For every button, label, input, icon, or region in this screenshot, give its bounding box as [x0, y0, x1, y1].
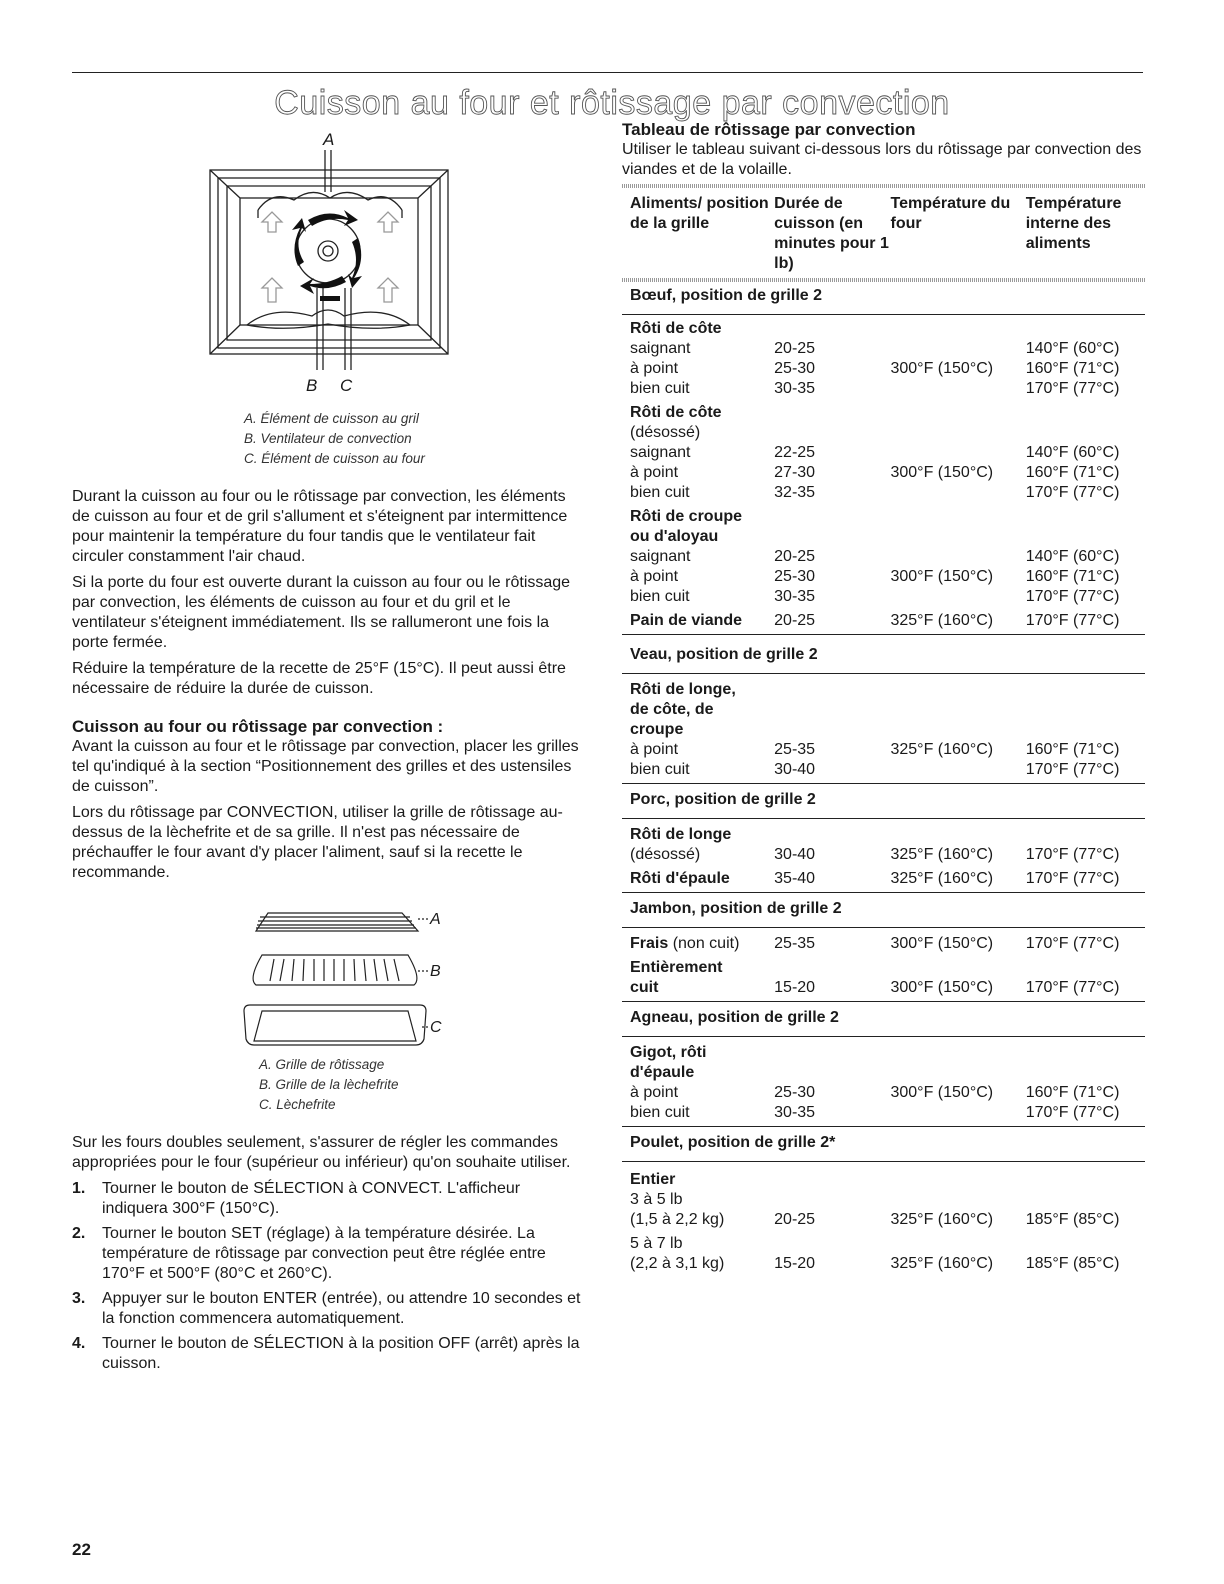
table-group: [622, 674, 1145, 780]
table-line: [630, 403, 1145, 423]
table-row: [630, 587, 1145, 607]
table-cell: 27-30: [774, 464, 816, 481]
table-cell: 325°F (160°C): [890, 741, 994, 758]
table-cell: [890, 339, 1025, 359]
right-column: [622, 120, 1145, 1274]
table-cell: 160°F (71°C): [1025, 741, 1120, 758]
table-cell: 185°F (85°C): [1025, 1255, 1120, 1272]
table-row: [630, 483, 1145, 503]
table-line: [630, 423, 1145, 443]
caption-broiler-grid: B. Grille de la lèchefrite: [259, 1077, 399, 1092]
section-chicken: Poulet, position de grille 2*: [622, 1127, 1145, 1162]
oven-label-a: A: [323, 130, 335, 149]
table-group: [622, 315, 1145, 631]
table-cell: [890, 443, 1025, 463]
table-row: [630, 379, 1145, 399]
table-cell: 160°F (71°C): [1025, 1084, 1120, 1101]
table-cell: 25-30: [774, 568, 816, 585]
table-line: [630, 720, 1145, 740]
table-cell: 325°F (160°C): [890, 1255, 994, 1272]
section-paragraph-1: Avant la cuisson au four et le rôtissage par convection, placer les grilles tel qu'indiqué à la section “Positionnement des grilles et des ustensiles de cuisson”.: [72, 738, 579, 795]
table-cell: 140°F (60°C): [1025, 340, 1120, 357]
roasting-table: [622, 184, 1145, 1274]
table-cell: [890, 1103, 1025, 1123]
table-cell: 170°F (77°C): [1025, 979, 1120, 996]
caption-convection-fan: B. Ventilateur de convection: [244, 431, 412, 446]
table-row: [630, 1210, 1145, 1230]
table-cell: 3.: [72, 1290, 86, 1307]
table-cell: 30-35: [774, 380, 816, 397]
table-row: [630, 740, 1145, 760]
table-cell: bien cuit: [630, 484, 690, 501]
table-cell: 2.: [72, 1225, 86, 1242]
table-cell: (2,2 à 3,1 kg): [630, 1255, 725, 1272]
table-cell: 170°F (77°C): [1025, 484, 1120, 501]
table-cell: 25-35: [774, 741, 816, 758]
table-line: [630, 958, 1145, 978]
table-cell: Rôti d'épaule: [630, 870, 730, 887]
table-cell: 32-35: [774, 484, 816, 501]
caption-broiler-pan: C. Lèchefrite: [259, 1097, 336, 1112]
table-heading: Tableau de rôtissage par convection: [622, 120, 916, 139]
table-line: [630, 1063, 1145, 1083]
table-line: [630, 319, 1145, 339]
table-cell: Rôti de longe: [630, 826, 732, 843]
table-cell: 30-35: [774, 588, 816, 605]
table-cell: à point: [630, 464, 679, 481]
intro-paragraph-2: Si la porte du four est ouverte durant la cuisson au four ou le rôtissage par convection, les éléments de cuisson au four et du gril et le ventilateur s'éteignent immédiatement. Ils se rallumeront une fois la porte fermée.: [72, 574, 571, 651]
table-cell: 170°F (77°C): [1025, 612, 1120, 629]
intro-paragraph-3: Réduire la température de la recette de 25°F (15°C). Il peut aussi être nécessaire de réduire la durée de cuisson.: [72, 660, 566, 697]
table-cell: 20-25: [774, 340, 816, 357]
table-cell: (non cuit): [668, 935, 740, 952]
section-pork: Porc, position de grille 2: [622, 784, 1145, 819]
table-cell: bien cuit: [630, 1104, 690, 1121]
section-lamb: Agneau, position de grille 2: [622, 1002, 1145, 1037]
table-cell: 15-20: [774, 979, 816, 996]
table-cell: 30-35: [774, 1104, 816, 1121]
page-title: Cuisson au four et rôtissage par convection: [274, 84, 950, 122]
table-cell: d'épaule: [630, 1064, 695, 1081]
table-cell: bien cuit: [630, 380, 690, 397]
table-cell: [890, 483, 1025, 503]
table-cell: 170°F (77°C): [1025, 1104, 1120, 1121]
roasting-pan-diagram: [72, 893, 587, 1053]
table-cell: 160°F (71°C): [1025, 464, 1120, 481]
table-cell: saignant: [630, 340, 691, 357]
table-cell: 35-40: [774, 870, 816, 887]
table-line: [630, 825, 1145, 845]
table-cell: 4.: [72, 1335, 86, 1352]
table-line: [630, 507, 1145, 527]
table-row: [630, 934, 1145, 954]
page-number: 22: [72, 1540, 91, 1559]
pan-label-a: A: [430, 911, 441, 928]
header-oven-temp: Température du four: [890, 195, 1011, 232]
pan-label-b: B: [430, 963, 441, 980]
table-row: [630, 611, 1145, 631]
table-cell: [890, 547, 1025, 567]
table-header-row: [622, 188, 1145, 278]
table-cell: 30-40: [774, 846, 816, 863]
table-cell: Rôti de côte: [630, 320, 722, 337]
table-cell: Rôti de longe,: [630, 681, 736, 698]
table-cell: 300°F (150°C): [890, 568, 994, 585]
table-cell: croupe: [630, 721, 684, 738]
table-line: [630, 527, 1145, 547]
table-cell: (1,5 à 2,2 kg): [630, 1211, 725, 1228]
table-group: [622, 928, 1145, 998]
caption-bake-element: C. Élément de cuisson au four: [244, 451, 425, 466]
table-cell: saignant: [630, 548, 691, 565]
oven-label-c: C: [340, 376, 353, 395]
table-cell: bien cuit: [630, 761, 690, 778]
table-cell: (désossé): [630, 424, 701, 441]
table-cell: [890, 760, 1025, 780]
pan-illustration: [72, 893, 587, 1053]
header-time: Durée de cuisson (en minutes pour 1 lb): [774, 195, 889, 272]
table-line: [630, 700, 1145, 720]
table-cell: 160°F (71°C): [1025, 360, 1120, 377]
caption-broil-element: A. Élément de cuisson au gril: [244, 411, 419, 426]
table-row: [630, 463, 1145, 483]
table-row: [630, 1103, 1145, 1123]
step-item: [72, 1334, 587, 1374]
steps-list: [72, 1179, 587, 1374]
caption-roasting-rack: A. Grille de rôtissage: [259, 1057, 385, 1072]
table-cell: à point: [630, 568, 679, 585]
table-cell: 15-20: [774, 1255, 816, 1272]
table-cell: 20-25: [774, 1211, 816, 1228]
table-row: [630, 1083, 1145, 1103]
table-cell: 170°F (77°C): [1025, 761, 1120, 778]
table-cell: à point: [630, 360, 679, 377]
table-cell: cuit: [630, 979, 659, 996]
table-cell: Entièrement: [630, 959, 723, 976]
table-cell: 185°F (85°C): [1025, 1211, 1120, 1228]
table-cell: Appuyer sur le bouton ENTER (entrée), ou attendre 10 secondes et la fonction commencera automatiquement.: [102, 1290, 581, 1327]
table-cell: 25-35: [774, 935, 816, 952]
left-column: [72, 120, 587, 1379]
oven-label-b: B: [306, 376, 318, 395]
section-paragraph-2: Lors du rôtissage par CONVECTION, utiliser la grille de rôtissage au-dessus de la lèchefrite et de sa grille. Il n'est pas nécessaire de préchauffer le four avant d'y placer l'aliment, sauf si la recette le recommande.: [72, 804, 563, 881]
section-heading: Cuisson au four ou rôtissage par convection :: [72, 717, 444, 736]
table-cell: 25-30: [774, 1084, 816, 1101]
table-cell: (désossé): [630, 846, 701, 863]
table-cell: Frais: [630, 935, 669, 952]
table-cell: 325°F (160°C): [890, 612, 994, 629]
table-cell: 170°F (77°C): [1025, 588, 1120, 605]
step-item: [72, 1179, 587, 1219]
table-cell: 20-25: [774, 548, 816, 565]
table-row: [630, 760, 1145, 780]
table-cell: 1.: [72, 1180, 86, 1197]
step-item: [72, 1289, 587, 1329]
table-row: [630, 547, 1145, 567]
table-cell: Entier: [630, 1171, 676, 1188]
oven-illustration: [72, 120, 587, 405]
table-group: [622, 1037, 1145, 1123]
intro-paragraph-1: Durant la cuisson au four ou le rôtissage par convection, les éléments de cuisson au four et de gril s'allument et s'éteignent par intermittence pour maintenir la température du four tandis que le ventilateur fait circuler constamment l'air chaud.: [72, 488, 568, 565]
table-group: [622, 1162, 1145, 1274]
table-cell: 325°F (160°C): [890, 870, 994, 887]
table-cell: 300°F (150°C): [890, 979, 994, 996]
table-cell: Tourner le bouton de SÉLECTION à la position OFF (arrêt) après la cuisson.: [102, 1335, 580, 1372]
table-cell: 5 à 7 lb: [630, 1235, 683, 1252]
table-cell: 170°F (77°C): [1025, 846, 1120, 863]
table-line: [630, 1043, 1145, 1063]
table-cell: Rôti de côte: [630, 404, 722, 421]
table-row: [630, 443, 1145, 463]
table-cell: 300°F (150°C): [890, 1084, 994, 1101]
table-cell: saignant: [630, 444, 691, 461]
table-cell: 170°F (77°C): [1025, 935, 1120, 952]
step-item: [72, 1224, 587, 1284]
table-row: [630, 1254, 1145, 1274]
table-cell: bien cuit: [630, 588, 690, 605]
table-cell: à point: [630, 741, 679, 758]
section-beef: Bœuf, position de grille 2: [622, 282, 1145, 315]
table-intro: Utiliser le tableau suivant ci-dessous lors du rôtissage par convection des viandes et de la volaille.: [622, 141, 1142, 178]
table-cell: 20-25: [774, 612, 816, 629]
table-cell: à point: [630, 1084, 679, 1101]
table-cell: de côte, de: [630, 701, 714, 718]
double-ovens-note: Sur les fours doubles seulement, s'assurer de régler les commandes appropriées pour le four (supérieur ou inférieur) qu'on souhaite utiliser.: [72, 1134, 571, 1171]
pan-label-c: C: [430, 1019, 442, 1036]
oven-figure-captions: [244, 409, 587, 469]
table-cell: Gigot, rôti: [630, 1044, 707, 1061]
header-food: Aliments/ position de la grille: [630, 195, 769, 232]
table-row: [630, 845, 1145, 865]
table-cell: Pain de viande: [630, 612, 743, 629]
table-cell: [890, 587, 1025, 607]
table-line: [630, 680, 1145, 700]
header-internal-temp: Température interne des aliments: [1025, 195, 1122, 252]
top-rule: [72, 72, 1143, 73]
table-cell: [890, 379, 1025, 399]
table-cell: 170°F (77°C): [1025, 380, 1120, 397]
table-cell: Tourner le bouton SET (réglage) à la température désirée. La température de rôtissage par convection peut être réglée entre 170°F et 500°F (80°C et 260°C).: [102, 1225, 546, 1282]
table-line: [630, 1190, 1145, 1210]
pan-figure-captions: [259, 1055, 587, 1115]
table-cell: 3 à 5 lb: [630, 1191, 683, 1208]
table-cell: 140°F (60°C): [1025, 444, 1120, 461]
table-cell: 160°F (71°C): [1025, 568, 1120, 585]
table-row: [630, 978, 1145, 998]
table-cell: 300°F (150°C): [890, 464, 994, 481]
section-veal: Veau, position de grille 2: [622, 635, 1145, 674]
table-row: [630, 567, 1145, 587]
table-cell: ou d'aloyau: [630, 528, 719, 545]
table-group: [622, 819, 1145, 889]
section-ham: Jambon, position de grille 2: [622, 893, 1145, 928]
table-cell: 140°F (60°C): [1025, 548, 1120, 565]
table-cell: 30-40: [774, 761, 816, 778]
table-row: [630, 359, 1145, 379]
table-cell: 22-25: [774, 444, 816, 461]
table-cell: 300°F (150°C): [890, 360, 994, 377]
table-cell: 300°F (150°C): [890, 935, 994, 952]
table-cell: 325°F (160°C): [890, 846, 994, 863]
table-line: [630, 1234, 1145, 1254]
table-line: [630, 1170, 1145, 1190]
oven-diagram: [72, 120, 587, 405]
table-cell: Tourner le bouton de SÉLECTION à CONVECT. L'afficheur indiquera 300°F (150°C).: [102, 1180, 521, 1217]
table-cell: 170°F (77°C): [1025, 870, 1120, 887]
table-cell: 325°F (160°C): [890, 1211, 994, 1228]
table-cell: 25-30: [774, 360, 816, 377]
table-row: [630, 869, 1145, 889]
table-cell: Rôti de croupe: [630, 508, 743, 525]
table-row: [630, 339, 1145, 359]
